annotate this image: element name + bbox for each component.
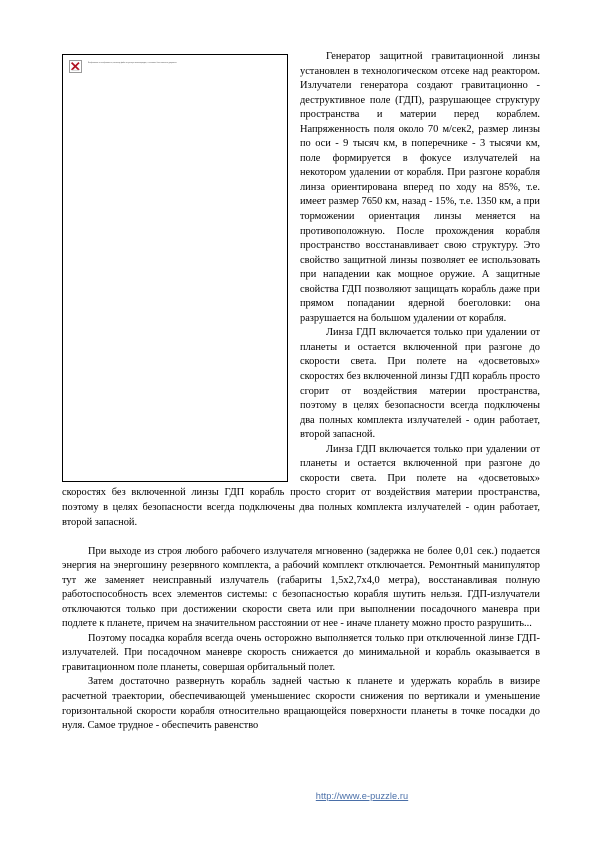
paragraph-1: Генератор защитной гравитационной линзы установлен в технологическом отсеке над реактором. Излучатели генератора создают гравитационно - деструктивное поле (ГДП), разрушающее структуру пространства и материи перед кораблем. Напряженность поля около 70 м/сек2, размер линзы по оси - 9 тысяч км, в поперечнике - 3 тысячи км, поле формируется в фокусе излучателей на некотором удалении от корабля. При разгоне корабля линза ориентирована вперед по ходу на 85%, т.е. имеет размер 7650 км, назад - 15%, т.е. 1350 км, а при торможении ориентация линзы меняется на противоположную. После прохождения корабля пространство восстанавливает свою структуру. Это свойство защитной линзы позволяет ее использовать при нападении как мощное оружие. А защитные свойства ГДП позволяют защищать корабль даже при прямом попадании ядерной боеголовки: она разрушается на большом удалении от корабля.: [300, 51, 540, 324]
broken-image-alt-text: Изображение не отображается, поскольку файл отсутствует или поврежден, и не может быть показан в документе: [88, 63, 177, 64]
page-footer: [0, 786, 600, 804]
paragraph-4: При выходе из строя любого рабочего излучателя мгновенно (задержка не более 0,01 сек.) подается энергия на энергошину резервного комплекта, а рабочий комплект отключается. Ремонтный манипулятор тут же заменяет неисправный излучатель (габариты 1,5x2,7x4,0 метра), восстанавливая полную работоспособность всех элементов системы: с безопасностью корабля шутить нельзя. ГДП-излучатели отключаются только при достижении скорости света или при выполнении посадочного маневра при подлете к планете, причем на значительном расстоянии от нее - иначе планету можно просто разрушить...: [62, 545, 540, 630]
footer-website-link[interactable]: http://www.e-puzzle.ru: [315, 791, 409, 801]
paragraph-spacer: [62, 530, 540, 545]
paragraph-2: Линза ГДП включается только при удалении от планеты и остается включенной при разгоне до скорости света. При полете на «досветовых» скоростях без включенной линзы ГДП корабль просто сгорит от воздействия материи пространства, поэтому в целях безопасности всегда подключены два полных комплекта излучателей - один работает, второй запасной.: [300, 327, 540, 441]
paragraph-3: Линза ГДП включается только при удалении от планеты и остается включенной при разгоне до скорости света. При полете на «досветовых» скоростях без включенной линзы ГДП корабль просто сгорит от воздействия материи пространства, поэтому в целях безопасности всегда подключены два полных комплекта излучателей - один работает, второй запасной.: [62, 443, 540, 528]
broken-image-icon[interactable]: [69, 60, 82, 73]
paragraph-5: Поэтому посадка корабля всегда очень осторожно выполняется только при отключенной линзе ГДП-излучателей. При посадочном маневре скорость снижается до минимальной и корабль оказывается в гравитационном поле планеты, совершая орбитальный полет.: [62, 632, 540, 673]
broken-image-row: [69, 60, 284, 73]
paragraph-6: Затем достаточно развернуть корабль задней частью к планете и удержать корабль в визире расчетной траектории, обеспечивающей уменьшениес скорости снижения по вертикали и уменьшение горизонтальной скорости корабля относительно вращающейся поверхности планеты в точке посадки до нуля. Самое трудное - обеспечить равенство: [62, 676, 540, 732]
broken-image-frame: [62, 54, 288, 482]
document-content: [62, 50, 540, 734]
